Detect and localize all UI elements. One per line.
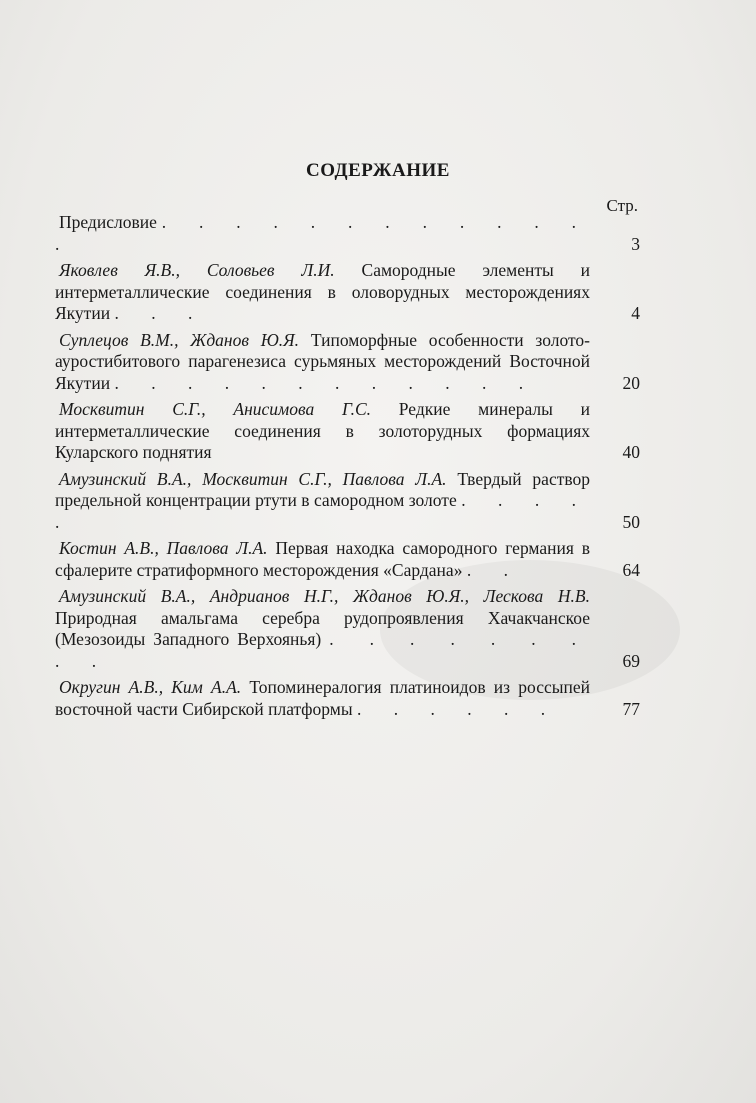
toc-entry bbox=[55, 469, 640, 534]
page-number: 4 bbox=[631, 303, 640, 323]
entry-authors: Москвитин С.Г., Анисимова Г.С. bbox=[59, 399, 372, 419]
page-number: 3 bbox=[631, 233, 640, 254]
page-title: СОДЕРЖАНИЕ bbox=[306, 160, 450, 181]
entry-title: Природная амальгама серебра рудопроявления Хачакчанское (Мезозоиды Западного Верхоянья) bbox=[55, 607, 590, 649]
toc-entry bbox=[55, 677, 640, 720]
table-of-contents bbox=[55, 212, 640, 725]
entry-title: Самородные элементы и интерметаллические соединения в оловорудных месторождениях Якутии bbox=[55, 260, 591, 323]
page-number: 77 bbox=[622, 698, 640, 719]
toc-entry bbox=[55, 538, 640, 581]
page-column-header: Стр. bbox=[606, 196, 638, 215]
entry-title: Редкие минералы и интерметаллические соединения в золоторудных формациях Куларского поднятия bbox=[55, 399, 590, 462]
entry-title: Типоморфные особенности золото-ауростибитового парагенезиса сурьмяных месторождений Восточной Якутии bbox=[55, 329, 591, 393]
page-number: 69 bbox=[622, 650, 640, 671]
page-number: 40 bbox=[622, 442, 640, 462]
entry-authors: Костин А.В., Павлова Л.А. bbox=[59, 538, 268, 558]
leader-dots: . . . . . bbox=[55, 490, 591, 532]
leader-dots: . . . . . . bbox=[356, 698, 560, 719]
leader-dots: . . . . . . . . . bbox=[55, 629, 591, 671]
toc-entry bbox=[55, 260, 640, 325]
entry-title: Первая находка самородного германия в сфалерите стратиформного месторождения «Сардана» bbox=[55, 538, 591, 580]
page-number: 20 bbox=[622, 372, 640, 393]
leader-dots: . . . bbox=[114, 303, 207, 323]
toc-entry bbox=[55, 399, 640, 464]
leader-dots: . . . . . . . . . . . . bbox=[114, 372, 538, 393]
leader-dots: . . bbox=[466, 559, 522, 580]
entry-title: Твердый раствор предельной концентрации ртути в самородном золоте bbox=[55, 468, 591, 510]
toc-entry bbox=[55, 330, 640, 395]
page-number: 64 bbox=[622, 559, 640, 580]
entry-title: Топоминералогия платиноидов из россыпей восточной части Сибирской платформы bbox=[55, 677, 590, 719]
entry-authors: Суплецов В.М., Жданов Ю.Я. bbox=[59, 329, 300, 350]
entry-authors: Яковлев Я.В., Соловьев Л.И. bbox=[59, 260, 335, 280]
entry-authors: Округин А.В., Ким А.А. bbox=[59, 677, 242, 697]
entry-authors: Амузинский В.А., Москвитин С.Г., Павлова Л.А. bbox=[59, 468, 447, 489]
entry-title: Предисловие bbox=[59, 212, 157, 232]
toc-entry bbox=[55, 212, 640, 255]
page-number: 50 bbox=[622, 511, 640, 532]
toc-entry bbox=[55, 586, 640, 672]
entry-authors: Амузинский В.А., Андрианов Н.Г., Жданов Ю.Я., Лескова Н.В. bbox=[59, 586, 590, 606]
leader-dots: . . . . . . . . . . . . . bbox=[55, 212, 591, 254]
